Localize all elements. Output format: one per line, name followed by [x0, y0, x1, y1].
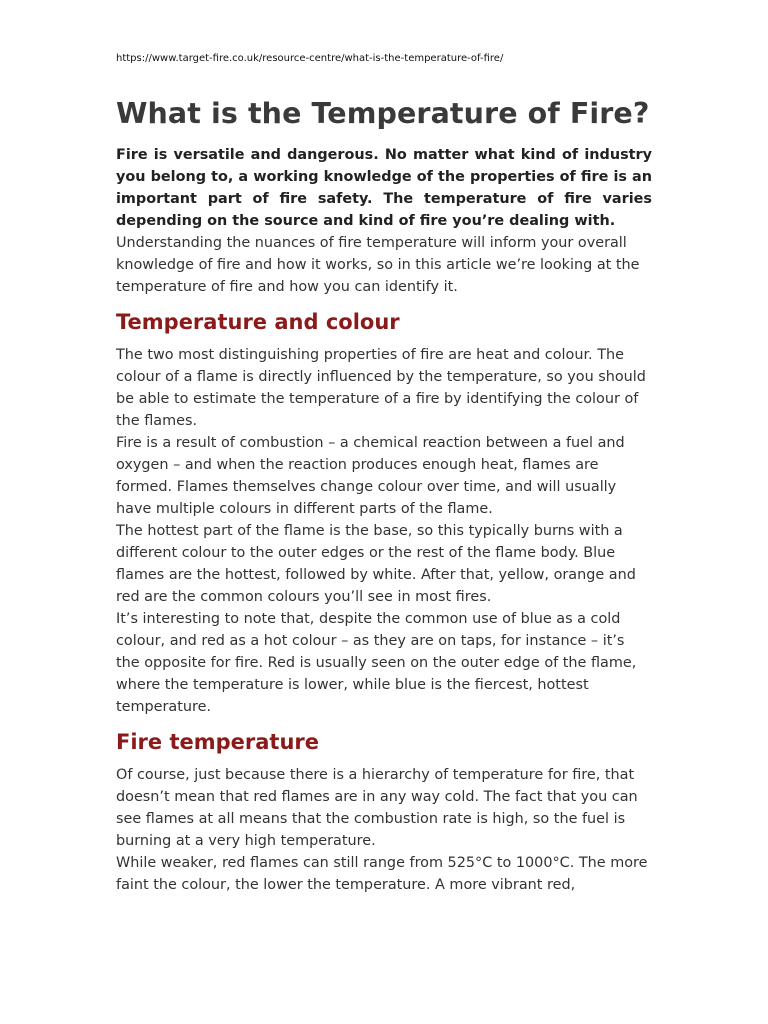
intro-paragraph: Understanding the nuances of fire temperature will inform your overall knowledge of fire and how it works, so in this article we’re looking at the temperature of fire and how you can identify it.: [116, 235, 640, 295]
page-title: What is the Temperature of Fire?: [116, 97, 650, 130]
section-heading-fire-temperature: Fire temperature: [116, 730, 320, 754]
body-paragraph: While weaker, red flames can still range from 525°C to 1000°C. The more faint the colour, the lower the temperature. A more vibrant red,: [116, 855, 648, 893]
document-page: [116, 52, 652, 896]
body-paragraph: The hottest part of the flame is the base, so this typically burns with a different colour to the outer edges or the rest of the flame body. Blue flames are the hottest, followed by white. After that, yellow, orange and red are the common colours you’ll see in most fires.: [116, 523, 636, 605]
section-heading-temperature-and-colour: Temperature and colour: [116, 310, 400, 334]
body-paragraph: Of course, just because there is a hierarchy of temperature for fire, that doesn’t mean that red flames are in any way cold. The fact that you can see flames at all means that the combustion rate is high, so the fuel is burning at a very high temperature.: [116, 767, 638, 849]
body-paragraph: It’s interesting to note that, despite the common use of blue as a cold colour, and red as a hot colour – as they are on taps, for instance – it’s the opposite for fire. Red is usually seen on the outer edge of the flame, where the temperature is lower, while blue is the fiercest, hottest temperature.: [116, 611, 637, 715]
source-url[interactable]: https://www.target-fire.co.uk/resource-centre/what-is-the-temperature-of-fire/: [116, 53, 504, 64]
body-paragraph: The two most distinguishing properties of fire are heat and colour. The colour of a flame is directly influenced by the temperature, so you should be able to estimate the temperature of a fire by identifying the colour of the flames.: [116, 347, 646, 429]
body-paragraph: Fire is a result of combustion – a chemical reaction between a fuel and oxygen – and when the reaction produces enough heat, flames are formed. Flames themselves change colour over time, and will usually have multiple colours in different parts of the flame.: [116, 435, 625, 517]
lead-paragraph: Fire is versatile and dangerous. No matter what kind of industry you belong to, a working knowledge of the properties of fire is an important part of fire safety. The temperature of fire varies depending on the source and kind of fire you’re dealing with.: [116, 147, 652, 229]
